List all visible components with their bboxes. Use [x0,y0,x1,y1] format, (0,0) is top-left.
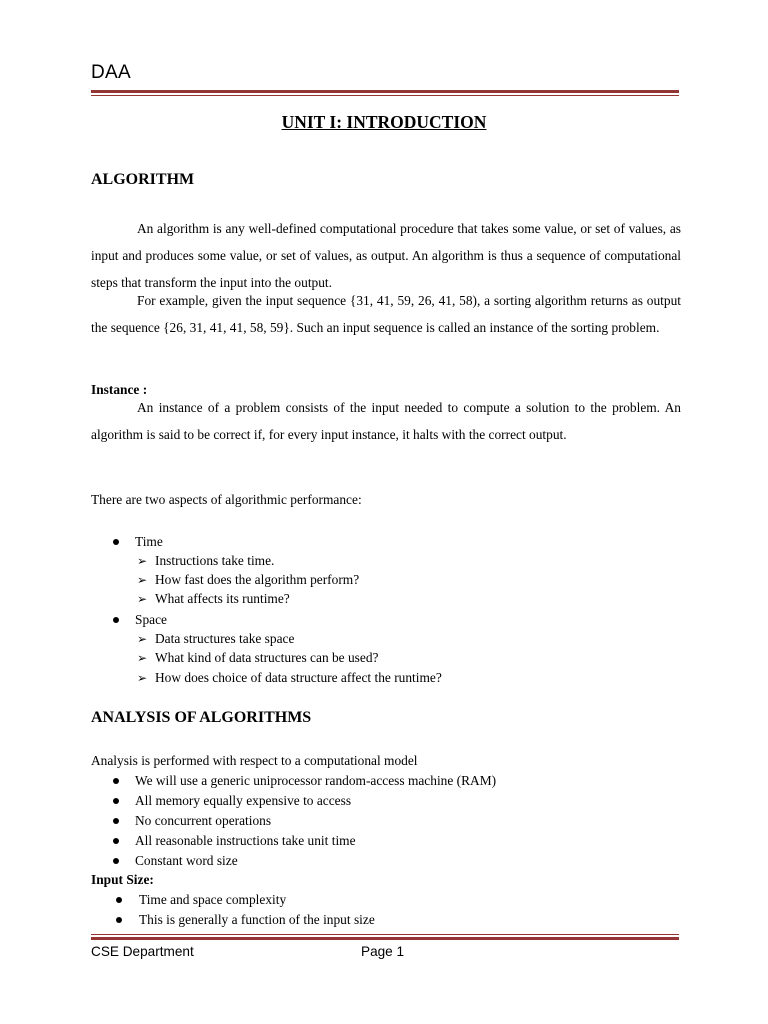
list-item: ➢ Instructions take time. [137,553,275,568]
header-title: DAA [91,62,131,83]
analysis-intro: Analysis is performed with respect to a computational model [91,753,418,768]
list-item: All reasonable instructions take unit time [113,833,356,849]
section-heading-algorithm: ALGORITHM [91,171,195,188]
bullet-icon [116,917,122,923]
list-item: Time [113,534,163,550]
arrow-bullet-icon: ➢ [137,671,148,685]
list-item: ➢ How does choice of data structure affect the runtime? [137,670,442,685]
aspects-intro: There are two aspects of algorithmic performance: [91,492,362,507]
section-heading-analysis: ANALYSIS OF ALGORITHMS [91,709,312,726]
header-rule-thick [91,90,679,93]
footer-rule-thin [91,934,679,935]
footer-rule-thick [91,937,679,940]
list-item: Time and space complexity [116,892,286,908]
list-item: ➢ How fast does the algorithm perform? [137,572,360,587]
list-item: Space [113,612,167,628]
bullet-icon [113,539,119,545]
bullet-icon [113,798,119,804]
list-item: All memory equally expensive to access [113,793,351,809]
instance-paragraph: An instance of a problem consists of the input needed to compute a solution to the problem. An algorithm is said to be correct if, for every input instance, it halts with the correct output. [91,400,681,442]
arrow-bullet-icon: ➢ [137,632,148,646]
arrow-bullet-icon: ➢ [137,651,148,665]
sorting-example-paragraph: For example, given the input sequence {31, 41, 59, 26, 41, 58), a sorting algorithm returns as output the sequence {26, 31, 41, 41, 58, 59}. Such an input sequence is called an instance of the sorting problem. [91,293,681,335]
bullet-icon [116,897,122,903]
list-item: Constant word size [113,853,238,869]
instance-label: Instance : [91,382,148,397]
list-item: ➢ Data structures take space [137,631,295,646]
list-item: ➢ What affects its runtime? [137,591,290,606]
arrow-bullet-icon: ➢ [137,592,148,606]
list-item: We will use a generic uniprocessor random-access machine (RAM) [113,773,496,789]
list-item: This is generally a function of the input size [116,912,375,928]
list-item: ➢ What kind of data structures can be used? [137,650,379,665]
bullet-icon [113,838,119,844]
arrow-bullet-icon: ➢ [137,554,148,568]
algorithm-definition-paragraph: An algorithm is any well-defined computational procedure that takes some value, or set of values, as input and produces some value, or set of values, as output. An algorithm is thus a sequence of computational steps that transform the input into the output. [91,221,681,290]
bullet-icon [113,818,119,824]
footer-page-number: Page 1 [361,944,405,959]
list-item: No concurrent operations [113,813,271,829]
bullet-icon [113,858,119,864]
bullet-icon [113,778,119,784]
unit-title: UNIT I: INTRODUCTION [281,112,487,132]
arrow-bullet-icon: ➢ [137,573,148,587]
bullet-icon [113,617,119,623]
header-rule-thin [91,95,679,96]
input-size-label: Input Size: [91,872,154,887]
footer-department: CSE Department [91,944,194,959]
